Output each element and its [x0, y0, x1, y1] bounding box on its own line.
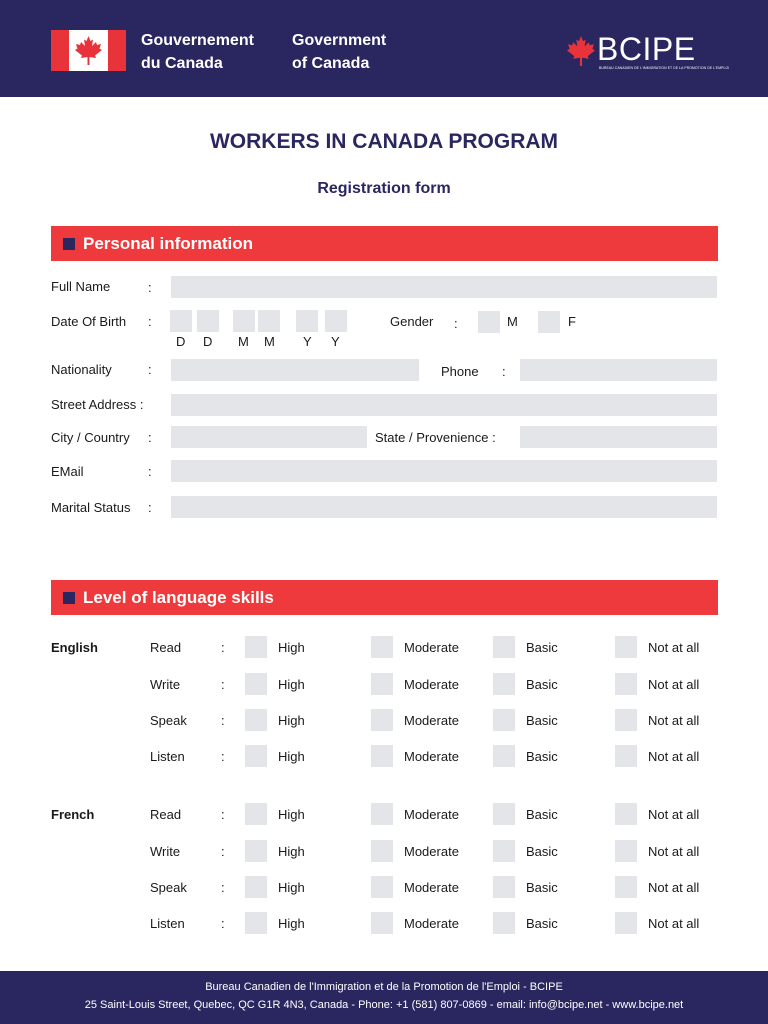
option-label: Basic [526, 749, 558, 764]
english-skill-label: Speak [150, 713, 187, 728]
marital-status-label: Marital Status [51, 500, 131, 515]
section-language-skills: Level of language skills [51, 580, 718, 615]
option-label: Basic [526, 713, 558, 728]
english-label: English [51, 640, 98, 655]
french-skill-2-option-3-checkbox[interactable] [615, 876, 637, 898]
option-label: Not at all [648, 749, 700, 764]
street-address-field[interactable] [171, 394, 717, 416]
english-skill-0-option-2-checkbox[interactable] [493, 636, 515, 658]
french-skill-3-option-0-checkbox[interactable] [245, 912, 267, 934]
option-label: High [278, 713, 305, 728]
french-skill-3-option-2-checkbox[interactable] [493, 912, 515, 934]
dob-day-1-box[interactable] [170, 310, 192, 332]
option-label: Moderate [404, 880, 459, 895]
gender-m-checkbox[interactable] [478, 311, 500, 333]
dob-letter: D [203, 334, 213, 349]
gender-f-checkbox[interactable] [538, 311, 560, 333]
english-skill-2-option-1-checkbox[interactable] [371, 709, 393, 731]
option-label: High [278, 677, 305, 692]
french-skill-1-option-0-checkbox[interactable] [245, 840, 267, 862]
email-label: EMail [51, 464, 84, 479]
option-label: High [278, 807, 305, 822]
french-skill-label: Listen [150, 916, 185, 931]
french-skill-label: Write [150, 844, 181, 859]
option-label: Moderate [404, 640, 459, 655]
marital-status-field[interactable] [171, 496, 717, 518]
option-label: High [278, 640, 305, 655]
header-banner [0, 0, 768, 97]
city-country-label: City / Country [51, 430, 130, 445]
english-skill-0-option-0-checkbox[interactable] [245, 636, 267, 658]
english-skill-label: Write [150, 677, 181, 692]
footer-org-name: Bureau Canadien de l'Immigration et de la Promotion de l'Emploi - BCIPE [205, 981, 563, 993]
maple-leaf-icon [567, 36, 595, 66]
dob-letter: M [238, 334, 249, 349]
date-of-birth-label: Date Of Birth [51, 314, 127, 329]
english-skill-label: Listen [150, 749, 185, 764]
french-skill-3-option-1-checkbox[interactable] [371, 912, 393, 934]
english-skill-1-option-2-checkbox[interactable] [493, 673, 515, 695]
logo-wordmark: BCIPE [597, 31, 696, 67]
footer-contact: 25 Saint-Louis Street, Quebec, QC G1R 4N3, Canada - Phone: +1 (581) 807-0869 - email: info@bcipe.net - www.bcipe.net [84, 999, 684, 1011]
state-label: State / Provenience : [375, 430, 496, 445]
french-skill-0-option-1-checkbox[interactable] [371, 803, 393, 825]
logo-subtext: BUREAU CANADIEN DE L'IMMIGRATION ET DE LA PROMOTION DE L'EMPLOI [599, 66, 730, 70]
french-skill-0-option-0-checkbox[interactable] [245, 803, 267, 825]
french-skill-1-option-3-checkbox[interactable] [615, 840, 637, 862]
email-field[interactable] [171, 460, 717, 482]
full-name-field[interactable] [171, 276, 717, 298]
gender-m-label: M [507, 314, 518, 329]
english-skill-1-option-3-checkbox[interactable] [615, 673, 637, 695]
english-skill-0-option-1-checkbox[interactable] [371, 636, 393, 658]
bullet-square-icon [63, 592, 75, 604]
section-personal-information: Personal information [51, 226, 718, 261]
english-skill-3-option-0-checkbox[interactable] [245, 745, 267, 767]
option-label: Basic [526, 844, 558, 859]
state-field[interactable] [520, 426, 717, 448]
french-skill-1-option-2-checkbox[interactable] [493, 840, 515, 862]
option-label: Basic [526, 807, 558, 822]
option-label: Not at all [648, 677, 700, 692]
footer [0, 971, 768, 1024]
option-label: Basic [526, 880, 558, 895]
english-skill-3-option-3-checkbox[interactable] [615, 745, 637, 767]
option-label: High [278, 844, 305, 859]
dob-month-2-box[interactable] [258, 310, 280, 332]
english-skill-3-option-2-checkbox[interactable] [493, 745, 515, 767]
page-subtitle: Registration form [317, 180, 451, 197]
french-label: French [51, 807, 95, 822]
french-skill-3-option-3-checkbox[interactable] [615, 912, 637, 934]
phone-label: Phone [441, 364, 479, 379]
french-skill-2-option-1-checkbox[interactable] [371, 876, 393, 898]
bullet-square-icon [63, 238, 75, 250]
dob-year-1-box[interactable] [296, 310, 318, 332]
option-label: Moderate [404, 749, 459, 764]
option-label: Moderate [404, 844, 459, 859]
full-name-label: Full Name [51, 279, 111, 294]
french-skill-label: Read [150, 807, 182, 822]
city-country-field[interactable] [171, 426, 367, 448]
french-skill-label: Speak [150, 880, 187, 895]
option-label: Not at all [648, 713, 700, 728]
option-label: Not at all [648, 640, 700, 655]
option-label: Moderate [404, 713, 459, 728]
nationality-field[interactable] [171, 359, 419, 381]
option-label: Moderate [404, 916, 459, 931]
english-skill-label: Read [150, 640, 182, 655]
option-label: High [278, 880, 305, 895]
phone-field[interactable] [520, 359, 717, 381]
english-skill-2-option-2-checkbox[interactable] [493, 709, 515, 731]
french-skill-2-option-0-checkbox[interactable] [245, 876, 267, 898]
dob-year-2-box[interactable] [325, 310, 347, 332]
option-label: Basic [526, 640, 558, 655]
option-label: Basic [526, 916, 558, 931]
option-label: Moderate [404, 807, 459, 822]
english-skill-1-option-1-checkbox[interactable] [371, 673, 393, 695]
option-label: High [278, 749, 305, 764]
gender-label: Gender [390, 314, 434, 329]
french-skill-0-option-2-checkbox[interactable] [493, 803, 515, 825]
option-label: Not at all [648, 844, 700, 859]
nationality-label: Nationality [51, 362, 112, 377]
english-skill-1-option-0-checkbox[interactable] [245, 673, 267, 695]
french-skill-2-option-2-checkbox[interactable] [493, 876, 515, 898]
french-skill-1-option-1-checkbox[interactable] [371, 840, 393, 862]
option-label: Moderate [404, 677, 459, 692]
option-label: Not at all [648, 916, 700, 931]
street-address-label: Street Address : [51, 397, 144, 412]
english-skill-0-option-3-checkbox[interactable] [615, 636, 637, 658]
option-label: High [278, 916, 305, 931]
dob-month-1-box[interactable] [233, 310, 255, 332]
gov-name-english: Government of Canada [292, 32, 387, 72]
page-title: WORKERS IN CANADA PROGRAM [209, 130, 559, 153]
dob-letter: Y [303, 334, 312, 349]
dob-letter: D [176, 334, 186, 349]
option-label: Not at all [648, 807, 700, 822]
dob-letter: Y [331, 334, 340, 349]
english-skill-2-option-0-checkbox[interactable] [245, 709, 267, 731]
bcipe-logo [567, 30, 730, 75]
english-skill-3-option-1-checkbox[interactable] [371, 745, 393, 767]
canada-flag-icon [51, 30, 126, 71]
option-label: Not at all [648, 880, 700, 895]
option-label: Basic [526, 677, 558, 692]
gender-f-label: F [568, 314, 576, 329]
dob-letter: M [264, 334, 275, 349]
gov-name-french: Gouvernement du Canada [141, 32, 254, 72]
english-skill-2-option-3-checkbox[interactable] [615, 709, 637, 731]
dob-day-2-box[interactable] [197, 310, 219, 332]
french-skill-0-option-3-checkbox[interactable] [615, 803, 637, 825]
